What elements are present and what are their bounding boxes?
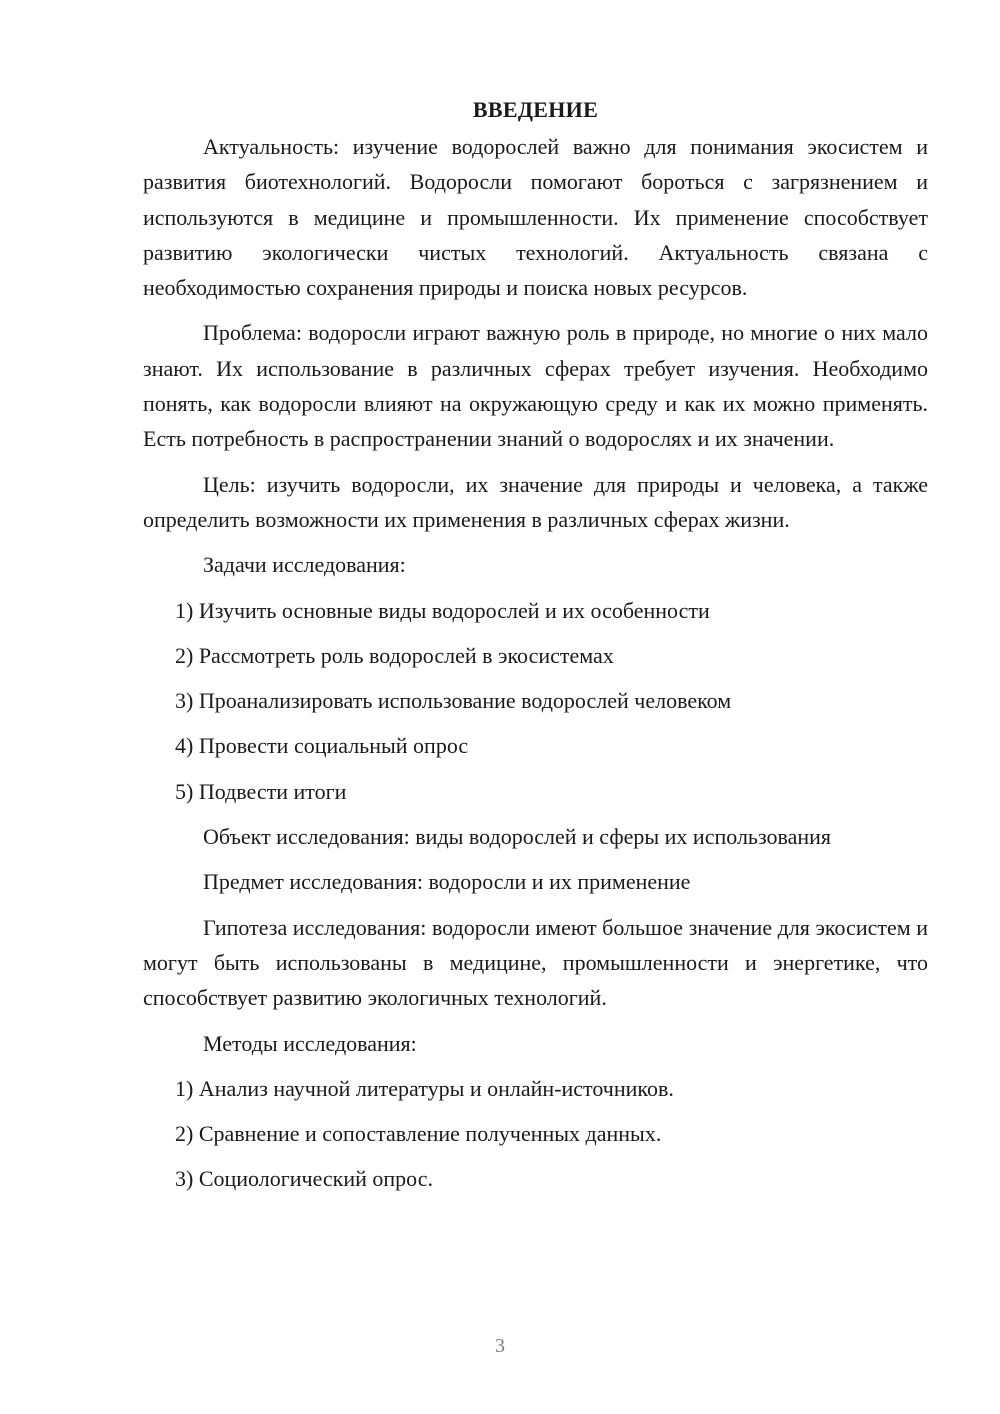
document-page xyxy=(143,92,928,1207)
hypothesis-paragraph: Гипотеза исследования: водоросли имеют большое значение для экосистем и могут быть использованы в медицине, промышленности и энергетике, что способствует развитию экологичных технологий. xyxy=(143,914,928,1011)
tasks-heading: Задачи исследования: xyxy=(203,552,406,578)
task-item: 5) Подвести итоги xyxy=(175,778,347,804)
task-item: 1) Изучить основные виды водорослей и их особенности xyxy=(175,597,710,623)
methods-heading: Методы исследования: xyxy=(203,1030,417,1056)
subject-line: Предмет исследования: водоросли и их применение xyxy=(203,869,691,895)
method-item: 1) Анализ научной литературы и онлайн-источников. xyxy=(175,1075,674,1101)
relevance-paragraph: Актуальность: изучение водорослей важно для понимания экосистем и развития биотехнологий. Водоросли помогают бороться с загрязнением и используются в медицине и промышленности. Их применение способствует развитию экологически чистых технологий. Актуальность связана с необходимостью сохранения природы и поиска новых ресурсов. xyxy=(143,134,928,301)
page-number: 3 xyxy=(495,1335,505,1357)
object-line: Объект исследования: виды водорослей и сферы их использования xyxy=(203,824,832,850)
task-item: 3) Проанализировать использование водорослей человеком xyxy=(175,688,732,714)
goal-paragraph: Цель: изучить водоросли, их значение для природы и человека, а также определить возможности их применения в различных сферах жизни. xyxy=(143,471,928,532)
task-item: 2) Рассмотреть роль водорослей в экосистемах xyxy=(175,642,614,668)
method-item: 2) Сравнение и сопоставление полученных данных. xyxy=(175,1121,662,1147)
section-title: ВВЕДЕНИЕ xyxy=(472,97,599,122)
task-item: 4) Провести социальный опрос xyxy=(175,733,469,759)
method-item: 3) Социологический опрос. xyxy=(175,1166,433,1192)
problem-paragraph: Проблема: водоросли играют важную роль в природе, но многие о них мало знают. Их использование в различных сферах требует изучения. Необходимо понять, как водоросли влияют на окружающую среду и как их можно применять. Есть потребность в распространении знаний о водорослях и их значении. xyxy=(143,320,928,452)
